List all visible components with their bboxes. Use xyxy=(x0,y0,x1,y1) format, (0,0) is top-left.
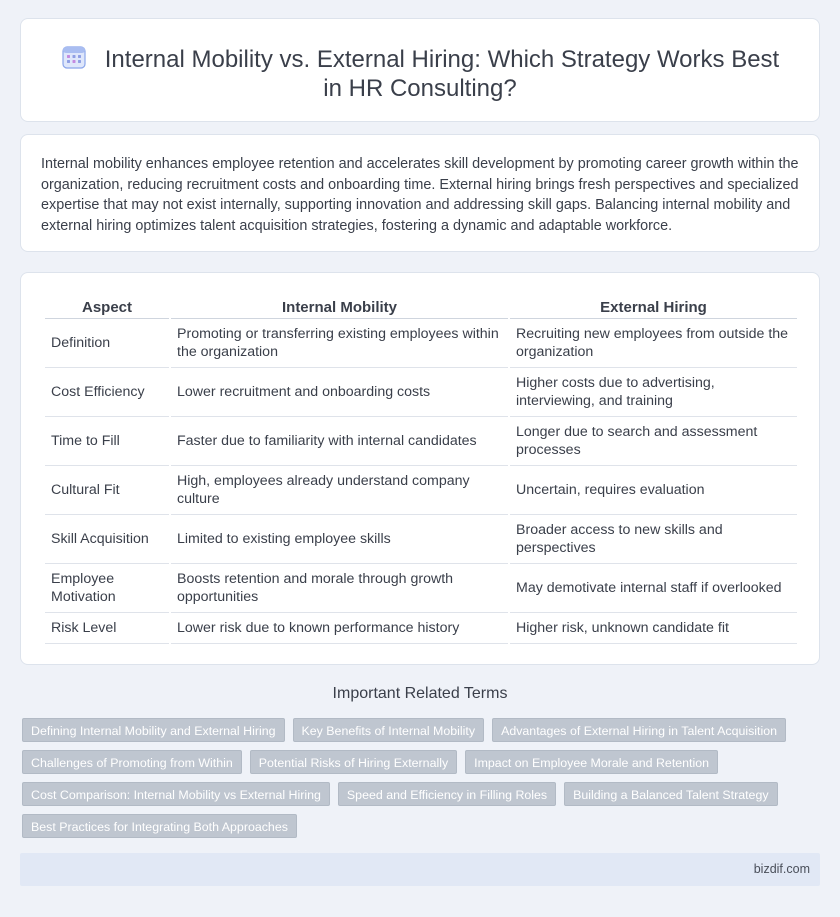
row-external: Higher costs due to advertising, interviewing, and training xyxy=(510,368,797,417)
row-internal: Limited to existing employee skills xyxy=(171,515,508,564)
footer-bar xyxy=(20,853,820,886)
row-aspect: Cultural Fit xyxy=(45,466,169,515)
header-external-hiring: External Hiring xyxy=(510,298,797,319)
related-term-tag[interactable]: Building a Balanced Talent Strategy xyxy=(564,782,777,806)
row-internal: Boosts retention and morale through growth opportunities xyxy=(171,564,508,613)
related-term-tag[interactable]: Challenges of Promoting from Within xyxy=(22,750,242,774)
row-aspect: Definition xyxy=(45,319,169,368)
row-external: Higher risk, unknown candidate fit xyxy=(510,613,797,644)
table-row xyxy=(45,564,797,613)
row-internal: Faster due to familiarity with internal candidates xyxy=(171,417,508,466)
related-term-tag[interactable]: Advantages of External Hiring in Talent Acquisition xyxy=(492,718,786,742)
header-aspect: Aspect xyxy=(45,298,169,319)
title-card xyxy=(20,18,820,122)
related-term-tag[interactable]: Impact on Employee Morale and Retention xyxy=(465,750,718,774)
related-term-tag[interactable]: Cost Comparison: Internal Mobility vs External Hiring xyxy=(22,782,330,806)
comparison-table xyxy=(43,298,799,644)
row-external: Recruiting new employees from outside the organization xyxy=(510,319,797,368)
row-external: Broader access to new skills and perspectives xyxy=(510,515,797,564)
row-internal: Lower risk due to known performance history xyxy=(171,613,508,644)
page-title xyxy=(51,44,789,103)
related-term-tag[interactable]: Key Benefits of Internal Mobility xyxy=(293,718,485,742)
row-aspect: Risk Level xyxy=(45,613,169,644)
row-external: Longer due to search and assessment processes xyxy=(510,417,797,466)
related-term-tag[interactable]: Potential Risks of Hiring Externally xyxy=(250,750,457,774)
intro-card xyxy=(20,134,820,252)
related-term-tag[interactable]: Speed and Efficiency in Filling Roles xyxy=(338,782,556,806)
table-row xyxy=(45,368,797,417)
row-external: May demotivate internal staff if overlooked xyxy=(510,564,797,613)
table-row xyxy=(45,613,797,644)
comparison-card xyxy=(20,272,820,665)
calendar-grid-icon xyxy=(61,44,87,70)
related-term-tag[interactable]: Best Practices for Integrating Both Approaches xyxy=(22,814,297,838)
row-internal: Lower recruitment and onboarding costs xyxy=(171,368,508,417)
intro-paragraph: Internal mobility enhances employee retention and accelerates skill development by promoting career growth within the organization, reducing recruitment costs and onboarding time. External hiring brings fresh perspectives and specialized expertise that may not exist internally, supporting innovation and addressing skill gaps. Balancing internal mobility and external hiring optimizes talent acquisition strategies, fostering a dynamic and adaptable workforce. xyxy=(41,156,799,234)
row-internal: High, employees already understand company culture xyxy=(171,466,508,515)
row-aspect: Cost Efficiency xyxy=(45,368,169,417)
table-header-row xyxy=(45,298,797,319)
row-aspect: Time to Fill xyxy=(45,417,169,466)
row-aspect: Employee Motivation xyxy=(45,564,169,613)
table-row xyxy=(45,319,797,368)
row-external: Uncertain, requires evaluation xyxy=(510,466,797,515)
related-terms-list xyxy=(22,718,802,838)
page-title-text: Internal Mobility vs. External Hiring: Which Strategy Works Best in HR Consulting? xyxy=(104,46,780,102)
related-terms-heading: Important Related Terms xyxy=(332,685,508,702)
row-internal: Promoting or transferring existing employees within the organization xyxy=(171,319,508,368)
header-internal-mobility: Internal Mobility xyxy=(171,298,508,319)
table-row xyxy=(45,466,797,515)
table-row xyxy=(45,417,797,466)
row-aspect: Skill Acquisition xyxy=(45,515,169,564)
footer-site-link[interactable]: bizdif.com xyxy=(753,862,810,876)
table-row xyxy=(45,515,797,564)
related-term-tag[interactable]: Defining Internal Mobility and External Hiring xyxy=(22,718,285,742)
